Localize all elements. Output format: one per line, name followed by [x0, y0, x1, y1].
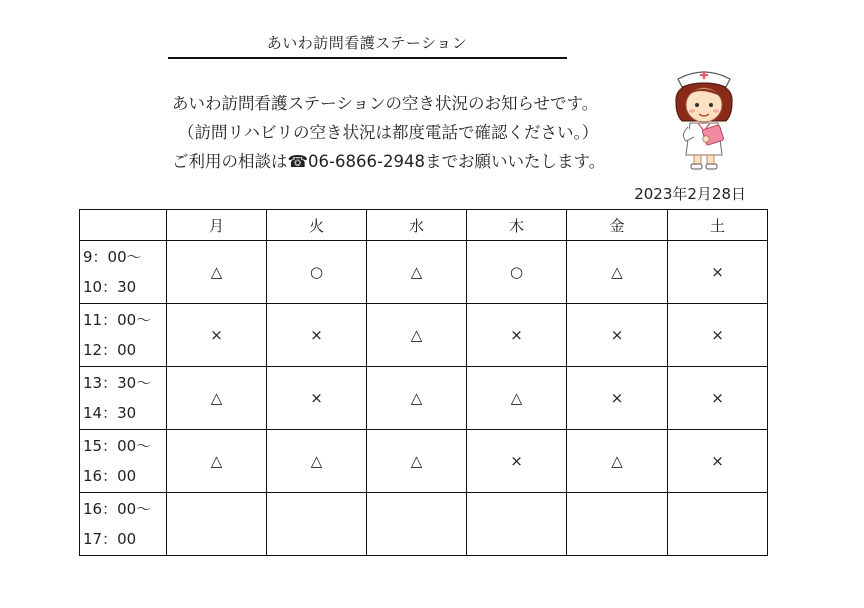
availability-cell: ×	[668, 367, 768, 430]
availability-cell: △	[567, 241, 668, 304]
availability-cell: ×	[668, 304, 768, 367]
time-slot-end: 12：00	[83, 341, 137, 359]
day-header-tue: 火	[267, 210, 367, 241]
day-header-wed: 水	[367, 210, 467, 241]
table-row	[80, 493, 768, 556]
availability-cell	[567, 493, 668, 556]
availability-cell: ×	[167, 304, 267, 367]
time-slot-start: 9：00～	[83, 248, 142, 266]
availability-cell: △	[167, 241, 267, 304]
time-slot-start: 15：00～	[83, 437, 152, 455]
availability-cell: ×	[267, 304, 367, 367]
table-row	[80, 367, 768, 430]
table-row	[80, 241, 768, 304]
availability-cell: △	[367, 241, 467, 304]
time-slot-cell	[80, 367, 167, 430]
day-header-mon: 月	[167, 210, 267, 241]
time-slot-end: 10：30	[83, 278, 137, 296]
availability-cell: △	[167, 367, 267, 430]
availability-cell: ×	[467, 304, 567, 367]
availability-cell	[367, 493, 467, 556]
availability-cell: △	[367, 430, 467, 493]
time-slot-end: 16：00	[83, 467, 137, 485]
page-title: あいわ訪問看護ステーション	[266, 34, 468, 52]
title-underline	[168, 57, 567, 59]
nurse-icon	[668, 63, 740, 171]
availability-cell: ×	[267, 367, 367, 430]
time-slot-cell	[80, 304, 167, 367]
availability-cell: ×	[668, 241, 768, 304]
availability-cell: ×	[668, 430, 768, 493]
table-row	[80, 304, 768, 367]
availability-cell	[668, 493, 768, 556]
time-slot-start: 11：00～	[83, 311, 152, 329]
time-slot-start: 13：30～	[83, 374, 152, 392]
availability-cell: △	[367, 367, 467, 430]
time-slot-cell	[80, 493, 167, 556]
availability-cell: △	[467, 367, 567, 430]
availability-cell: ○	[267, 241, 367, 304]
table-row	[80, 430, 768, 493]
availability-cell	[267, 493, 367, 556]
availability-cell: △	[267, 430, 367, 493]
notice-line-2: （訪問リハビリの空き状況は都度電話で確認ください。）	[178, 123, 599, 142]
header-corner-cell	[80, 210, 167, 241]
availability-cell: ×	[567, 304, 668, 367]
day-header-thu: 木	[467, 210, 567, 241]
availability-cell: △	[167, 430, 267, 493]
availability-cell: △	[567, 430, 668, 493]
notice-line-3: ご利用の相談は☎06-6866-2948までお願いいたします。	[172, 152, 606, 171]
time-slot-cell	[80, 430, 167, 493]
availability-table	[79, 209, 768, 556]
availability-cell: △	[367, 304, 467, 367]
time-slot-cell	[80, 241, 167, 304]
availability-cell: ×	[567, 367, 668, 430]
time-slot-end: 17：00	[83, 530, 137, 548]
day-header-fri: 金	[567, 210, 668, 241]
table-header-row	[80, 210, 768, 241]
availability-cell	[167, 493, 267, 556]
time-slot-end: 14：30	[83, 404, 137, 422]
availability-cell: ○	[467, 241, 567, 304]
date-label: 2023年2月28日	[634, 185, 746, 203]
time-slot-start: 16：00～	[83, 500, 152, 518]
availability-cell	[467, 493, 567, 556]
notice-line-1: あいわ訪問看護ステーションの空き状況のお知らせです。	[172, 94, 599, 113]
day-header-sat: 土	[668, 210, 768, 241]
availability-cell: ×	[467, 430, 567, 493]
